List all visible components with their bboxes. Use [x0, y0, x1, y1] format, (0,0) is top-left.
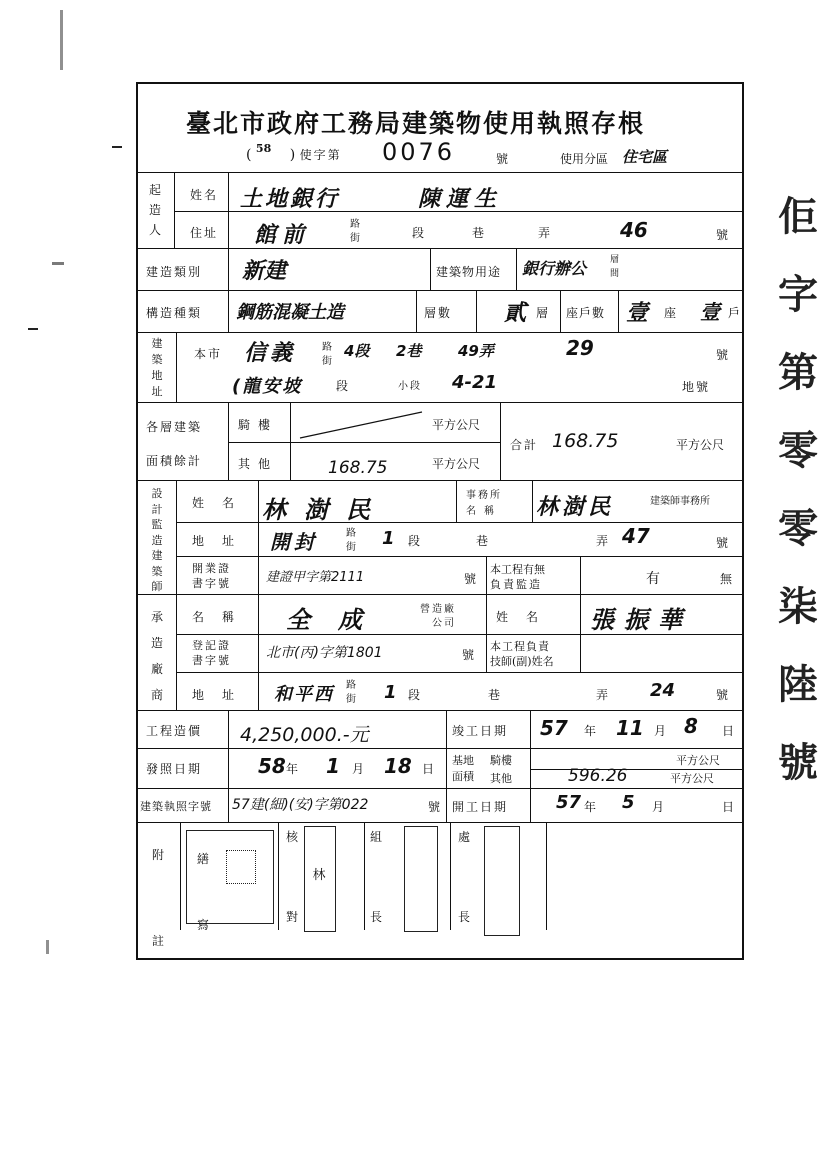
designer-license-hao: 號 [464, 572, 479, 586]
base-label-1: 基地 [452, 754, 474, 767]
vrule-des-5 [486, 556, 487, 594]
site-hao: 號 [716, 348, 731, 362]
issue-month: 1 [326, 754, 340, 778]
contractor-tech-label-2: 技師(副)姓名 [490, 655, 554, 668]
vrule-type-2 [430, 248, 431, 290]
applicant-addr-street: 館前 [254, 223, 311, 248]
designer-xiang: 巷 [476, 534, 491, 548]
shizi-label: 使字第 [299, 148, 342, 162]
vrule-rem-1 [180, 822, 181, 930]
vrule-type-3 [516, 248, 517, 290]
type-label: 建造類別 [146, 265, 203, 279]
area-row1-strike [296, 408, 426, 442]
area-label-1: 各層建築 [146, 420, 203, 434]
site-city-label: 本市 [194, 347, 223, 361]
designer-office-suffix: 建築師事務所 [650, 496, 710, 507]
units-value-1: 壹 [626, 301, 649, 326]
applicant-rep-value: 陳運生 [418, 187, 503, 212]
vrule-struct-5 [618, 290, 619, 332]
remarks-label-bottom: 註 [152, 934, 167, 948]
remarks-label-top: 附 [152, 848, 167, 862]
cost-value: 4,250,000.-元 [240, 724, 369, 746]
contractor-reg-value: 北市(丙)字第1801 [266, 645, 383, 661]
vrule-area-3 [500, 402, 501, 480]
margin-char: 零 [778, 505, 818, 552]
area-total-unit: 平方公尺 [676, 438, 725, 452]
permit-number-value: 0076 [382, 138, 456, 166]
contractor-company-label-1: 營造廠 [420, 604, 456, 615]
vrule-area-1 [228, 402, 229, 480]
type-fw1: 層 [610, 255, 622, 265]
site-road: 信義 [244, 341, 297, 366]
designer-name-label: 姓名 [192, 496, 253, 510]
issue-month-unit: 月 [352, 762, 367, 776]
start-day-unit: 日 [722, 800, 737, 814]
area-total-label: 合計 [510, 438, 539, 452]
site-lane: 2巷 [396, 342, 422, 360]
build-permit-value: 57建(細)(安)字第022 [232, 797, 369, 813]
vrule-des-2 [258, 480, 259, 710]
designer-license-label-1: 開業證 [192, 562, 231, 575]
area-row2-unit: 平方公尺 [432, 457, 481, 471]
contractor-duan: 段 [408, 688, 423, 702]
applicant-addr-label: 住址 [190, 226, 219, 240]
use-value: 銀行辦公 [522, 259, 587, 278]
remarks-col1: 繕寫 [196, 852, 209, 932]
site-duan-label: 段 [336, 379, 351, 393]
base-unit-2: 平方公尺 [670, 772, 714, 785]
contractor-addr-num: 24 [650, 680, 676, 701]
designer-jie: 街 [346, 542, 358, 553]
vrule-con-2 [580, 594, 581, 672]
complete-day-unit: 日 [722, 724, 737, 738]
contractor-name-value: 全成 [286, 606, 390, 634]
remarks-col4-top: 處 [458, 830, 473, 844]
vrule-struct-3 [476, 290, 477, 332]
remarks-col2-top: 核 [286, 830, 301, 844]
area-label-2: 面積餘計 [146, 454, 203, 468]
contractor-person-label: 姓名 [496, 610, 557, 624]
paren-open: ( [246, 147, 252, 163]
margin-char: 柒 [778, 583, 818, 630]
vrule-applicant [174, 172, 175, 248]
applicant-addr-num: 46 [620, 218, 648, 242]
contractor-reg-hao: 號 [462, 648, 477, 662]
vrule-struct-2 [416, 290, 417, 332]
director-seal [484, 826, 520, 936]
designer-addr-duan: 1 [382, 528, 395, 549]
designer-addr-label: 地址 [192, 534, 253, 548]
rule-designer-end [136, 594, 744, 595]
site-xiaoduan-label: 小段 [398, 381, 422, 392]
paren-year: 58 [255, 142, 272, 155]
designer-lu: 路 [346, 528, 358, 539]
designer-office-label-2: 名稱 [466, 506, 502, 517]
rule-area-mid [228, 442, 500, 443]
contractor-hao: 號 [716, 688, 731, 702]
contractor-reg-label-2: 書字號 [192, 654, 231, 667]
applicant-section-label: 起造人 [148, 183, 161, 237]
complete-label: 竣工日期 [452, 724, 509, 738]
applicant-hao: 號 [716, 228, 731, 242]
site-lot: 4-21 [452, 372, 498, 393]
type-fw2: 間 [610, 269, 622, 279]
applicant-duan: 段 [412, 226, 427, 240]
rule-structure-end [136, 332, 744, 333]
build-permit-label: 建築執照字號 [140, 800, 212, 813]
start-year: 57 [556, 792, 582, 813]
vrule-des-4 [532, 480, 533, 522]
designer-nong: 弄 [596, 534, 611, 548]
site-district: (龍安坡 [232, 376, 303, 397]
section-chief-seal [404, 826, 438, 932]
contractor-lu: 路 [346, 680, 358, 691]
contractor-nong: 弄 [596, 688, 611, 702]
vrule-des-3 [456, 480, 457, 522]
scan-mark [52, 262, 64, 265]
type-value: 新建 [242, 259, 287, 284]
start-month-unit: 月 [652, 800, 667, 814]
floors-label: 層數 [424, 306, 453, 320]
structure-label: 構造種類 [146, 306, 203, 320]
remarks-col3-top: 組 [370, 830, 385, 844]
rule-buildpermit-end [136, 822, 744, 823]
applicant-xiang: 巷 [472, 226, 487, 240]
issue-year-unit: 年 [286, 762, 301, 776]
applicant-jie: 街 [350, 233, 362, 244]
zone-label: 使用分區 [560, 152, 609, 166]
site-section-label: 建築地址 [151, 337, 163, 398]
document-title: 臺北市政府工務局建築物使用執照存根 [186, 109, 646, 138]
designer-office-value: 林澍民 [536, 495, 615, 520]
use-label: 建築物用途 [436, 265, 502, 279]
vrule-struct-4 [560, 290, 561, 332]
paren-close: ) [289, 147, 296, 163]
issue-year: 58 [258, 754, 286, 778]
contractor-addr-duan: 1 [384, 682, 397, 703]
complete-month-unit: 月 [654, 724, 669, 738]
margin-text [772, 178, 824, 802]
structure-value: 鋼筋混凝土造 [236, 302, 344, 323]
vrule-applicant-2 [228, 172, 229, 248]
margin-char: 字 [778, 271, 818, 318]
vrule-site [176, 332, 177, 402]
site-num: 29 [566, 336, 594, 360]
start-month: 5 [622, 792, 635, 813]
margin-char: 號 [778, 739, 818, 786]
area-total-value: 168.75 [552, 430, 619, 452]
complete-day: 8 [684, 714, 698, 738]
designer-license-label-2: 書字號 [192, 577, 231, 590]
complete-year-unit: 年 [584, 724, 599, 738]
floors-unit: 層 [536, 306, 551, 320]
vrule-rem-4 [450, 822, 451, 930]
margin-char: 第 [778, 349, 818, 396]
contractor-section-label: 承造廠商 [150, 610, 163, 702]
start-year-unit: 年 [584, 800, 599, 814]
site-lot-label: 地號 [682, 380, 711, 394]
vrule-des-1 [176, 480, 177, 710]
contractor-tech-label-1: 本工程負責 [490, 640, 550, 653]
build-permit-hao: 號 [428, 800, 443, 814]
vrule-cost-2 [446, 710, 447, 822]
site-alley: 49弄 [458, 342, 494, 360]
zone-value: 住宅區 [622, 148, 668, 166]
scan-mark [112, 146, 122, 148]
base-qilou: 騎樓 [490, 754, 512, 767]
margin-char: 佢 [778, 193, 818, 240]
contractor-addr-label: 地址 [192, 688, 253, 702]
applicant-name-value: 土地銀行 [240, 187, 341, 212]
units-label: 座戶數 [566, 306, 606, 320]
designer-resp-none: 無 [720, 572, 735, 586]
designer-addr-num: 47 [622, 524, 650, 548]
contractor-company-label-2: 公司 [432, 618, 456, 629]
designer-office-label-1: 事務所 [466, 490, 502, 501]
complete-month: 11 [616, 716, 644, 740]
remarks-col2-bottom: 對 [286, 910, 301, 924]
margin-char: 零 [778, 427, 818, 474]
rule-contractor-2 [176, 672, 744, 673]
area-row1-unit: 平方公尺 [432, 418, 481, 432]
area-row2-label: 其他 [238, 457, 279, 471]
base-label-2: 面積 [452, 770, 474, 783]
start-label: 開工日期 [452, 800, 509, 814]
remarks-col4-bottom: 長 [458, 910, 473, 924]
designer-license-value: 建證甲字第2111 [266, 570, 365, 585]
permit-hao: 號 [496, 152, 511, 166]
area-row1-label: 騎樓 [238, 418, 279, 432]
vrule-cost-1 [228, 710, 229, 822]
designer-resp-label-1: 本工程有無 [490, 563, 545, 576]
complete-year: 57 [540, 716, 568, 740]
vrule-con-1 [486, 594, 487, 672]
vrule-area-2 [290, 402, 291, 480]
scan-mark [60, 10, 63, 70]
designer-section-label: 設計監造建築師 [151, 487, 163, 593]
designer-resp-label-2: 負責監造 [490, 578, 542, 591]
reviewer-seal-text: 林 [312, 868, 326, 883]
rule-designer-2 [176, 556, 744, 557]
contractor-addr-street: 和平西 [274, 684, 334, 705]
contractor-reg-label-1: 登記證 [192, 639, 231, 652]
applicant-name-label: 姓名 [190, 188, 219, 202]
units-unit-2: 戶 [728, 306, 743, 320]
scan-mark [28, 328, 38, 330]
applicant-nong: 弄 [538, 226, 553, 240]
designer-duan: 段 [408, 534, 423, 548]
issue-label: 發照日期 [146, 762, 203, 776]
seal-inner-square [226, 850, 256, 884]
vrule-des-6 [580, 556, 581, 594]
applicant-lu: 路 [350, 219, 362, 230]
base-qita: 其他 [490, 772, 512, 785]
base-unit-1: 平方公尺 [676, 754, 720, 767]
units-value-2: 壹 [700, 300, 720, 324]
contractor-person-value: 張振華 [590, 606, 692, 634]
site-lu: 路 [322, 342, 334, 353]
cost-label: 工程造價 [146, 724, 203, 738]
remarks-col3-bottom: 長 [370, 910, 385, 924]
site-jie: 街 [322, 356, 334, 367]
contractor-xiang: 巷 [488, 688, 503, 702]
vrule-rem-5 [546, 822, 547, 930]
designer-hao: 號 [716, 536, 731, 550]
contractor-name-label: 名稱 [192, 610, 253, 624]
designer-name-value: 林澍民 [262, 496, 388, 524]
base-value: 596.26 [568, 766, 628, 786]
vrule-cost-3 [530, 710, 531, 822]
vrule-rem-3 [364, 822, 365, 930]
contractor-jie: 街 [346, 694, 358, 705]
issue-day: 18 [384, 754, 412, 778]
issue-day-unit: 日 [422, 762, 437, 776]
scan-mark [46, 940, 49, 954]
vrule-rem-2 [278, 822, 279, 930]
floors-value: 貳 [504, 301, 527, 326]
site-duan: 4段 [344, 342, 370, 360]
designer-resp-value: 有 [646, 571, 660, 587]
units-unit-1: 座 [664, 306, 679, 320]
area-row2-value: 168.75 [328, 458, 388, 478]
designer-addr-street: 開封 [270, 530, 318, 554]
vrule-type [228, 248, 229, 332]
rule-area-end [136, 480, 744, 481]
margin-char: 陸 [778, 661, 818, 708]
